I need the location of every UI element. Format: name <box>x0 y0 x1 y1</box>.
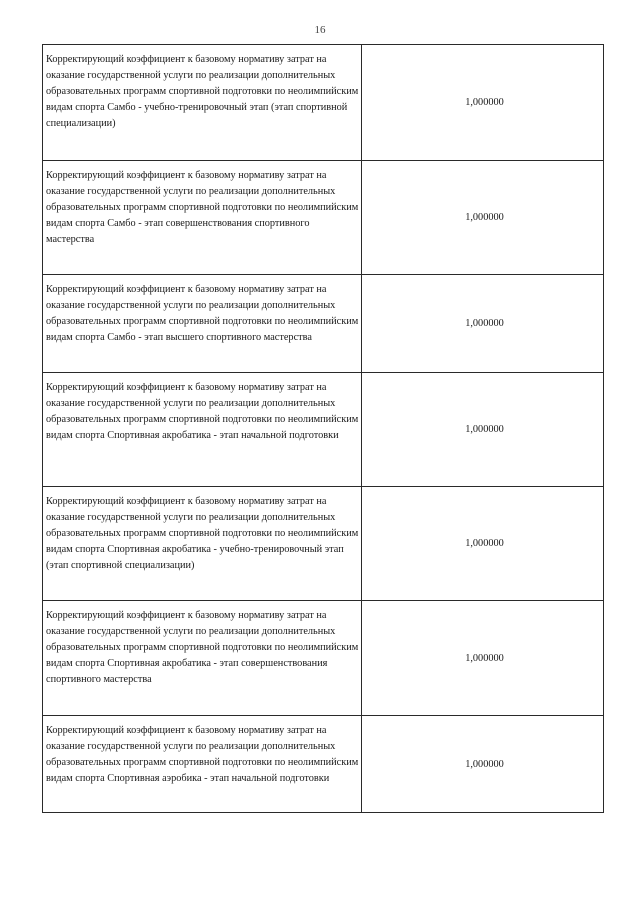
coefficient-description: Корректирующий коэффициент к базовому нормативу затрат на оказание государственной услуги по реализации дополнительных образовательных программ спортивной подготовки по неолимпийским видам спорта Самбо - этап высшего спортивного мастерства <box>43 275 362 373</box>
coefficient-description: Корректирующий коэффициент к базовому нормативу затрат на оказание государственной услуги по реализации дополнительных образовательных программ спортивной подготовки по неолимпийским видам спорта Самбо - учебно-тренировочный этап (этап спортивной специализации) <box>43 45 362 161</box>
table-row <box>43 487 604 601</box>
table-row <box>43 45 604 161</box>
table-row <box>43 161 604 275</box>
coefficient-description: Корректирующий коэффициент к базовому нормативу затрат на оказание государственной услуги по реализации дополнительных образовательных программ спортивной подготовки по неолимпийским видам спорта Спортивная акробатика - этап совершенствования спортивного мастерства <box>43 601 362 716</box>
coefficient-value: 1,000000 <box>362 275 604 373</box>
coefficient-value: 1,000000 <box>362 373 604 487</box>
coefficient-description: Корректирующий коэффициент к базовому нормативу затрат на оказание государственной услуги по реализации дополнительных образовательных программ спортивной подготовки по неолимпийским видам спорта Спортивная аэробика - этап начальной подготовки <box>43 716 362 813</box>
coefficient-value: 1,000000 <box>362 601 604 716</box>
coefficient-value: 1,000000 <box>362 716 604 813</box>
table-row <box>43 373 604 487</box>
coefficient-value: 1,000000 <box>362 45 604 161</box>
coefficient-description: Корректирующий коэффициент к базовому нормативу затрат на оказание государственной услуги по реализации дополнительных образовательных программ спортивной подготовки по неолимпийским видам спорта Самбо - этап совершенствования спортивного мастерства <box>43 161 362 275</box>
coefficient-description: Корректирующий коэффициент к базовому нормативу затрат на оказание государственной услуги по реализации дополнительных образовательных программ спортивной подготовки по неолимпийским видам спорта Спортивная акробатика - этап начальной подготовки <box>43 373 362 487</box>
coefficient-value: 1,000000 <box>362 487 604 601</box>
coefficient-table <box>42 44 604 813</box>
page-number: 16 <box>314 24 326 36</box>
coefficient-value: 1,000000 <box>362 161 604 275</box>
table-row <box>43 275 604 373</box>
table-row <box>43 601 604 716</box>
table-row <box>43 716 604 813</box>
coefficient-description: Корректирующий коэффициент к базовому нормативу затрат на оказание государственной услуги по реализации дополнительных образовательных программ спортивной подготовки по неолимпийским видам спорта Спортивная акробатика - учебно-тренировочный этап (этап спортивной специализации) <box>43 487 362 601</box>
